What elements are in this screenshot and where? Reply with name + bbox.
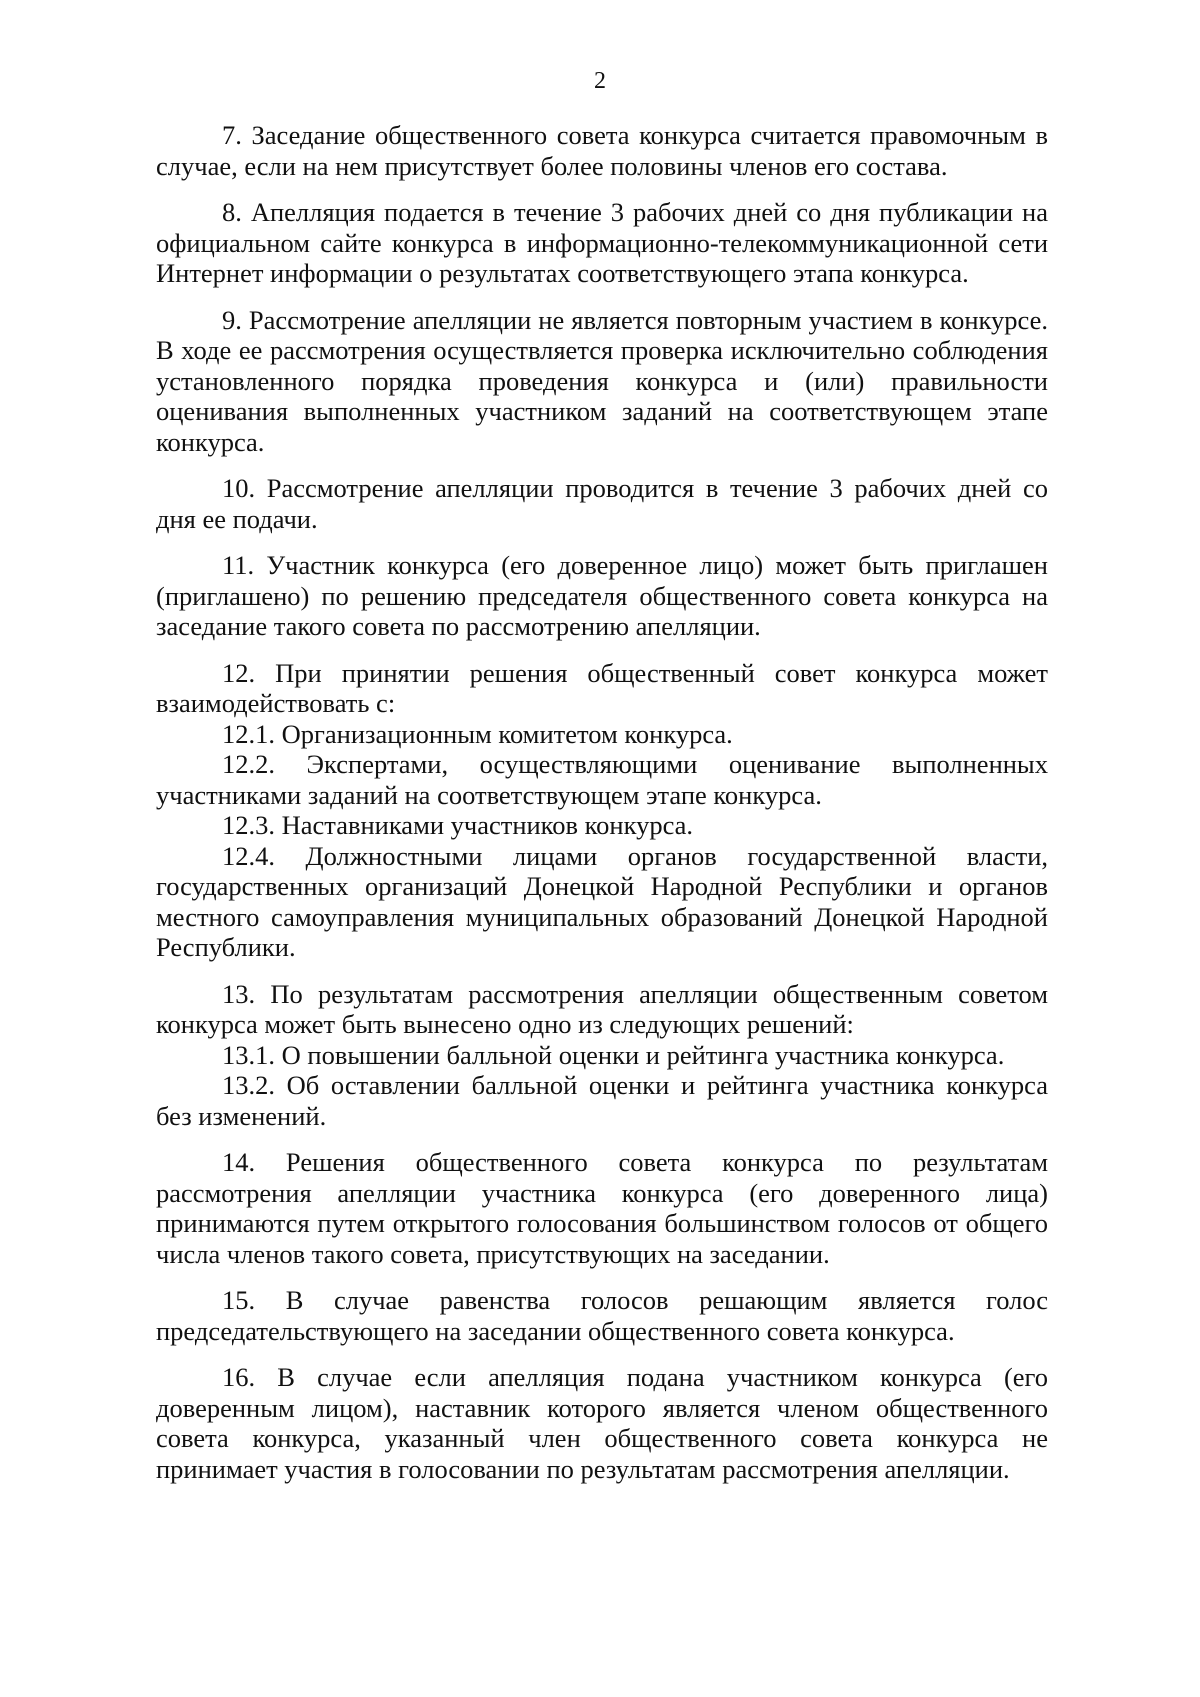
paragraph-16: 16. В случае если апелляция подана участником конкурса (его доверенным лицом), наставник которого является членом общественного совета конкурса, указанный член общественного совета конкурса не принимает участия в голосовании по результатам рассмотрения апелляции.: [156, 1362, 1048, 1484]
paragraph-9: 9. Рассмотрение апелляции не является повторным участием в конкурсе. В ходе ее рассмотрения осуществляется проверка исключительно соблюдения установленного порядка проведения конкурса и (или) правильности оценивания выполненных участником заданий на соответствующем этапе конкурса.: [156, 304, 1048, 457]
paragraph-14: 14. Решения общественного совета конкурса по результатам рассмотрения апелляции участника конкурса (его доверенного лица) принимаются путем открытого голосования большинством голосов от общего числа членов такого совета, присутствующих на заседании.: [156, 1147, 1048, 1269]
subparagraph-12-4: 12.4. Должностными лицами органов государственной власти, государственных организаций Донецкой Народной Республики и органов местного самоуправления муниципальных образований Донецкой Народной Республики.: [156, 840, 1048, 962]
paragraph-13: 13. По результатам рассмотрения апелляции общественным советом конкурса может быть вынесено одно из следующих решений:: [156, 978, 1048, 1039]
subparagraph-12-2: 12.2. Экспертами, осуществляющими оценивание выполненных участниками заданий на соответствующем этапе конкурса.: [156, 749, 1048, 810]
document-body: [156, 120, 1048, 1500]
paragraph-8: 8. Апелляция подается в течение 3 рабочих дней со дня публикации на официальном сайте конкурса в информационно-телекоммуникационной сети Интернет информации о результатах соответствующего этапа конкурса.: [156, 197, 1048, 288]
paragraph-15: 15. В случае равенства голосов решающим является голос председательствующего на заседании общественного совета конкурса.: [156, 1285, 1048, 1346]
paragraph-10: 10. Рассмотрение апелляции проводится в течение 3 рабочих дней со дня ее подачи.: [156, 473, 1048, 534]
page-number: 2: [594, 68, 606, 94]
subparagraph-13-2: 13.2. Об оставлении балльной оценки и рейтинга участника конкурса без изменений.: [156, 1070, 1048, 1131]
paragraph-12: 12. При принятии решения общественный совет конкурса может взаимодействовать с:: [156, 657, 1048, 718]
paragraph-7: 7. Заседание общественного совета конкурса считается правомочным в случае, если на нем присутствует более половины членов его состава.: [156, 120, 1048, 181]
subparagraph-12-3: 12.3. Наставниками участников конкурса.: [222, 810, 694, 840]
paragraph-11: 11. Участник конкурса (его доверенное лицо) может быть приглашен (приглашено) по решению председателя общественного совета конкурса на заседание такого совета по рассмотрению апелляции.: [156, 550, 1048, 641]
subparagraph-12-1: 12.1. Организационным комитетом конкурса.: [222, 718, 733, 749]
subparagraph-13-1: 13.1. О повышении балльной оценки и рейтинга участника конкурса.: [222, 1039, 1005, 1070]
